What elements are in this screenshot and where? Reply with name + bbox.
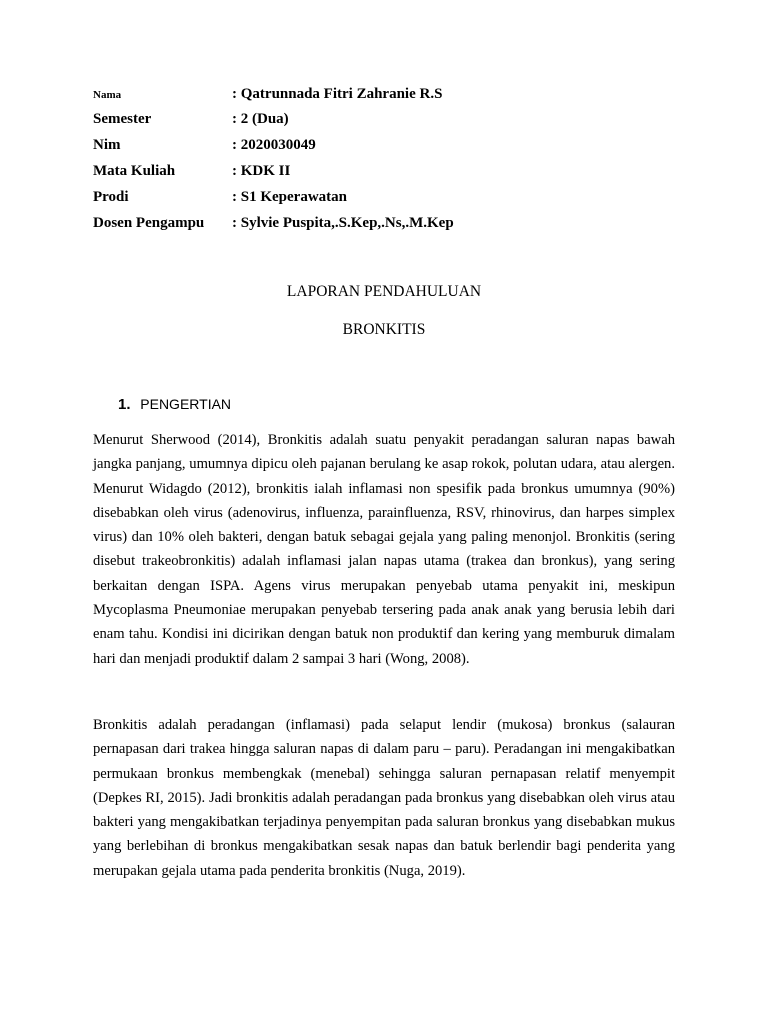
info-label: Nim: [93, 137, 121, 153]
section-label: PENGERTIAN: [140, 396, 232, 412]
info-label: Dosen Pengampu: [93, 215, 205, 231]
info-row-nama: [93, 86, 653, 111]
info-row-nim: [93, 137, 653, 163]
section-number: 1.: [118, 396, 131, 413]
info-row-prodi: [93, 189, 653, 215]
info-label: Nama: [93, 89, 122, 101]
section-heading: [118, 396, 231, 414]
info-value: : S1 Keperawatan: [232, 189, 347, 205]
info-value: : Qatrunnada Fitri Zahranie R.S: [232, 86, 443, 102]
info-label: Semester: [93, 111, 152, 127]
paragraph: Menurut Sherwood (2014), Bronkitis adalah suatu penyakit peradangan saluran napas bawah jangka panjang, umumnya dipicu oleh pajanan berulang ke asap rokok, polutan udara, atau alergen. Menurut Widagdo (2012), bronkitis ialah inflamasi non spesifik pada bronkus umumnya (90%) disebabkan oleh virus (adenovirus, influenza, parainfluenza, RSV, rhinovirus, dan harpes simplex virus) dan 10% oleh bakteri, dengan batuk sebagai gejala yang paling menonjol. Bronkitis (sering disebut trakeobronkitis) adalah inflamasi jalan napas utama (trakea dan bronkus), yang sering berkaitan dengan ISPA. Agens virus merupakan penyebab utama penyakit ini, meskipun Mycoplasma Pneumoniae merupakan penyebab tersering pada anak anak yang berusia lebih dari enam tahu. Kondisi ini dicirikan dengan batuk non produktif dan kering yang memburuk dimalam hari dan menjadi produktif dalam 2 sampai 3 hari (Wong, 2008).: [93, 432, 675, 667]
document-subtitle: BRONKITIS: [342, 321, 426, 338]
info-row-mata-kuliah: [93, 163, 653, 189]
info-row-semester: [93, 111, 653, 137]
info-value: : 2020030049: [232, 137, 316, 153]
info-value: : KDK II: [232, 163, 291, 179]
info-label: Mata Kuliah: [93, 163, 176, 179]
document-title: LAPORAN PENDAHULUAN: [286, 283, 482, 300]
info-row-dosen: [93, 215, 653, 241]
info-value: : 2 (Dua): [232, 111, 289, 127]
student-info-table: [93, 86, 653, 241]
info-value: : Sylvie Puspita,.S.Kep,.Ns,.M.Kep: [232, 215, 454, 231]
paragraph: Bronkitis adalah peradangan (inflamasi) pada selaput lendir (mukosa) bronkus (salauran pernapasan dari trakea hingga saluran napas di dalam paru – paru). Peradangan ini mengakibatkan permukaan bronkus membengkak (menebal) sehingga saluran pernapasan relatif menyempit (Depkes RI, 2015). Jadi bronkitis adalah peradangan pada bronkus yang disebabkan oleh virus atau bakteri yang mengakibatkan terjadinya penyempitan pada saluran bronkus yang disebabkan mukus yang berlebihan di bronkus mengakibatkan sesak napas dan batuk berlendir bagi penderita yang merupakan gejala utama pada penderita bronkitis (Nuga, 2019).: [93, 717, 675, 879]
info-label: Prodi: [93, 189, 129, 205]
